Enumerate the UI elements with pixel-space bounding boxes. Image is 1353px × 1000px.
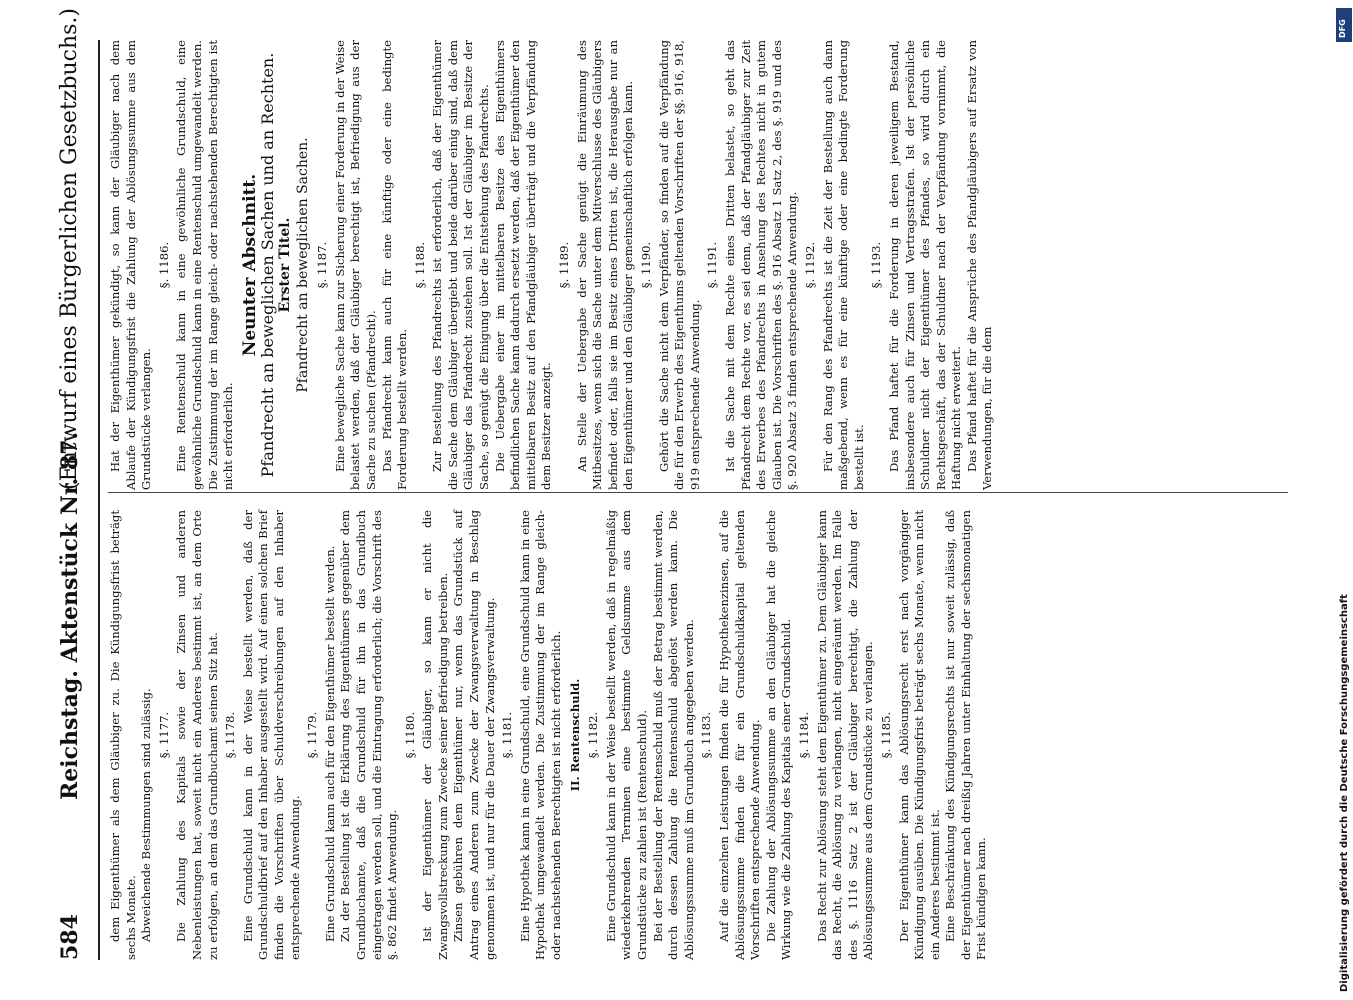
page-number: 584 bbox=[57, 914, 83, 960]
paragraph: Eine Grundschuld kann in der Weise bestellt werden, daß der Grundschuldbrief auf den Inhaber ausgestellt wird. Auf einen solchen Brief finden die Vorschriften über Schuldverschreibungen auf den Inhaber entsprechende Anwendung. bbox=[240, 510, 302, 960]
header-rule bbox=[98, 40, 100, 960]
paragraph: Die Zahlung der Ablösungssumme an den Gläubiger hat die gleiche Wirkung wie die Zahlung des Kapitals einer Grundschuld. bbox=[763, 510, 794, 960]
section-number: §. 1189. bbox=[557, 241, 572, 289]
paragraph: Zur Bestellung des Pfandrechts ist erforderlich, daß der Eigenthümer die Sache dem Gläubiger übergiebt und beide darüber einig sind, daß dem Gläubiger das Pfandrecht zustehen soll. Ist der Gläubiger im Besitze der Sache, so genügt die Einigung über die Entstehung des Pfandrechts. bbox=[430, 40, 492, 490]
section-number: §. 1177. bbox=[156, 711, 171, 759]
heading: Pfandrecht an beweglichen Sachen und an Rechten. bbox=[258, 52, 278, 478]
digitization-note: Digitalisierung gefördert durch die Deutsche Forschungsgemeinschaft bbox=[1339, 594, 1350, 992]
section-number: §. 1186. bbox=[156, 241, 171, 289]
left-column bbox=[108, 510, 1288, 960]
section-number: §. 1181. bbox=[500, 711, 515, 759]
heading: Erster Titel. bbox=[276, 217, 293, 313]
paragraph: Das Pfandrecht kann auch für eine künftige oder eine bedingte Forderung bestellt werden. bbox=[379, 40, 410, 490]
paragraph: Gehört die Sache nicht dem Verpfänder, so finden auf die Verpfändung die für den Erwerb des Eigenthums geltenden Vorschriften der §§. 916, 918, 919 entsprechende Anwendung. bbox=[656, 40, 702, 490]
heading: II. Rentenschuld. bbox=[567, 678, 582, 792]
section-number: §. 1191. bbox=[705, 241, 720, 289]
section-number: §. 1182. bbox=[586, 711, 601, 759]
paragraph: Ist der Eigenthümer der Gläubiger, so kann er nicht die Zwangsvollstreckung zum Zwecke seiner Befriedigung betreiben. bbox=[420, 510, 450, 960]
paragraph: Eine Grundschuld kann in der Weise bestellt werden, daß in regelmäßig wiederkehrenden Terminen eine bestimmte Geldsumme aus dem Grundstücke zu zahlen ist (Rentenschuld). bbox=[603, 510, 649, 960]
paragraph: Das Pfand haftet für die Ansprüche des Pfandgläubigers auf Ersatz von Verwendungen, für die dem bbox=[964, 40, 995, 490]
paragraph: dem Eigenthümer als dem Gläubiger zu. Die Kündigungsfrist beträgt sechs Monate. bbox=[108, 510, 138, 960]
paragraph: Das Pfand haftet für die Forderung in deren jeweiligem Bestand, insbesondere auch für Zinsen und Vertragsstrafen. Ist der persönliche Schuldner nicht der Eigenthümer des Pfandes, so wird durch ein Rechtsgeschäft, das der Schuldner nach der Verpfändung vornimmt, die Haftung nicht erweitert. bbox=[886, 40, 964, 490]
dfg-logo: DFG bbox=[1336, 8, 1352, 42]
paragraph: Der Eigenthümer kann das Ablösungsrecht erst nach vorgängiger Kündigung ausüben. Die Kündigungsfrist beträgt sechs Monate, wenn nicht ein Anderes bestimmt ist. bbox=[896, 510, 942, 960]
paragraph: Hat der Eigenthümer gekündigt, so kann der Gläubiger nach dem Ablaufe der Kündigungsfrist die Zahlung der Ablösungssumme aus dem Grundstücke verlangen. bbox=[108, 40, 154, 490]
paragraph: Die Uebergabe einer im mittelbaren Besitze des Eigenthümers befindlichen Sache kann dadurch ersetzt werden, daß der Eigenthümer den mittelbaren Besitz auf den Pfandgläubiger überträgt und die Verpfändung dem Besitzer anzeigt. bbox=[492, 40, 554, 490]
paragraph: Abweichende Bestimmungen sind zulässig. bbox=[139, 688, 154, 942]
section-number: §. 1183. bbox=[699, 711, 714, 759]
heading: Neunter Abschnitt. bbox=[239, 173, 260, 357]
paragraph: Eine Rentenschuld kann in eine gewöhnliche Grundschuld, eine gewöhnliche Grundschuld kann in eine Rentenschuld umgewandelt werden. Die Zustimmung der im Range gleich- oder nachstehenden Berechtigten ist nicht erforderlich. bbox=[174, 40, 236, 490]
section-number: §. 1179. bbox=[305, 711, 320, 759]
paragraph: Eine bewegliche Sache kann zur Sicherung einer Forderung in der Weise belastet werden, daß der Gläubiger berechtigt ist, Befriedigung aus der Sache zu suchen (Pfandrecht). bbox=[332, 39, 378, 490]
paragraph: Zu der Bestellung ist die Erklärung des Eigenthümers gegenüber dem Grundbuchamte, daß die Grundschuld für ihn in das Grundbuch eingetragen werden soll, und die Eintragung erforderlich; die Vorschrift des §. 862 findet Anwendung. bbox=[338, 510, 400, 960]
section-number: §. 1193. bbox=[869, 241, 884, 289]
paragraph: Das Recht zur Ablösung steht dem Eigenthümer zu. Dem Gläubiger kann das Recht, die Ablösung zu verlangen, nicht eingeräumt werden. Im Falle des §. 1116 Satz 2 ist der Gläubiger berechtigt, die Zahlung der Ablösungssumme aus dem Grundstücke zu verlangen. bbox=[814, 510, 876, 960]
paragraph: Eine Beschränkung des Kündigungsrechts ist nur soweit zulässig, daß der Eigenthümer nach dreißig Jahren unter Einhaltung der sechsmonatigen Frist kündigen kann. bbox=[943, 510, 989, 960]
column-divider bbox=[108, 492, 1288, 493]
section-number: §. 1187. bbox=[315, 241, 330, 289]
page-header bbox=[40, 8, 100, 960]
paragraph: An Stelle der Uebergabe der Sache genügt die Einräumung des Mitbesitzes, wenn sich die Sache unter dem Mitverschlusse des Gläubigers befindet oder, falls sie im Besitz eines Dritten ist, die Herausgabe nur an den Eigenthümer und den Gläubiger gemeinschaftlich erfolgen kann. bbox=[574, 40, 636, 490]
paragraph: Auf die einzelnen Leistungen finden die für Hypothekenzinsen, auf die Ablösungssumme finden die für ein Grundschuldkapital geltenden Vorschriften entsprechende Anwendung. bbox=[716, 510, 763, 960]
paragraph: Eine Hypothek kann in eine Grundschuld, eine Grundschuld kann in eine Hypothek umgewandelt werden. Die Zustimmung der im Range gleich- oder nachstehenden Berechtigten ist nicht erforderlich. bbox=[517, 510, 564, 960]
section-number: §. 1180. bbox=[402, 711, 417, 759]
paragraph: Zinsen gebühren dem Eigenthümer nur, wenn das Grundstück auf Antrag eines Anderen zum Zwecke der Zwangsverwaltung in Beschlag genommen ist, und nur für die Dauer der Zwangsverwaltung. bbox=[451, 510, 497, 960]
section-number: §. 1188. bbox=[412, 241, 427, 289]
section-number: §. 1185. bbox=[878, 711, 893, 759]
paragraph: Für den Rang des Pfandrechts ist die Zeit der Bestellung auch dann maßgebend, wenn es für eine künftige oder eine bedingte Forderung bestellt ist. bbox=[820, 40, 866, 490]
paragraph: Die Zahlung des Kapitals sowie der Zinsen und anderen Nebenleistungen hat, soweit nicht ein Anderes bestimmt ist, an dem Orte zu erfolgen, an dem das Grundbuchamt seinen Sitz hat. bbox=[174, 510, 220, 960]
paragraph: Ist die Sache mit dem Rechte eines Dritten belastet, so geht das Pfandrecht dem Rechte vor, es sei denn, daß der Pfandgläubiger zur Zeit des Erwerbes des Pfandrechts in Ansehung des Rechtes nicht in gutem Glauben ist. Die Vorschriften des §. 916 Absatz 1 Satz 2, des §. 919 und des §. 920 Absatz 3 finden entsprechende Anwendung. bbox=[722, 40, 800, 490]
right-column bbox=[108, 40, 1288, 490]
header-right: (Entwurf eines Bürgerlichen Gesetzbuchs.) bbox=[57, 8, 82, 490]
paragraph: Eine Grundschuld kann auch für den Eigenthümer bestellt werden. bbox=[322, 545, 337, 942]
section-number: §. 1178. bbox=[223, 711, 238, 759]
section-number: §. 1184. bbox=[796, 711, 811, 759]
section-number: §. 1192. bbox=[802, 241, 817, 289]
paragraph: Bei der Bestellung der Rentenschuld muß der Betrag bestimmt werden, durch dessen Zahlung die Rentenschuld abgelöst werden kann. Die Ablösungssumme muß im Grundbuch angegeben werden. bbox=[650, 510, 696, 960]
section-number: §. 1190. bbox=[639, 241, 653, 289]
header-left: Reichstag. Aktenstück Nr. 87. bbox=[57, 431, 83, 800]
heading: Pfandrecht an beweglichen Sachen. bbox=[294, 137, 311, 393]
